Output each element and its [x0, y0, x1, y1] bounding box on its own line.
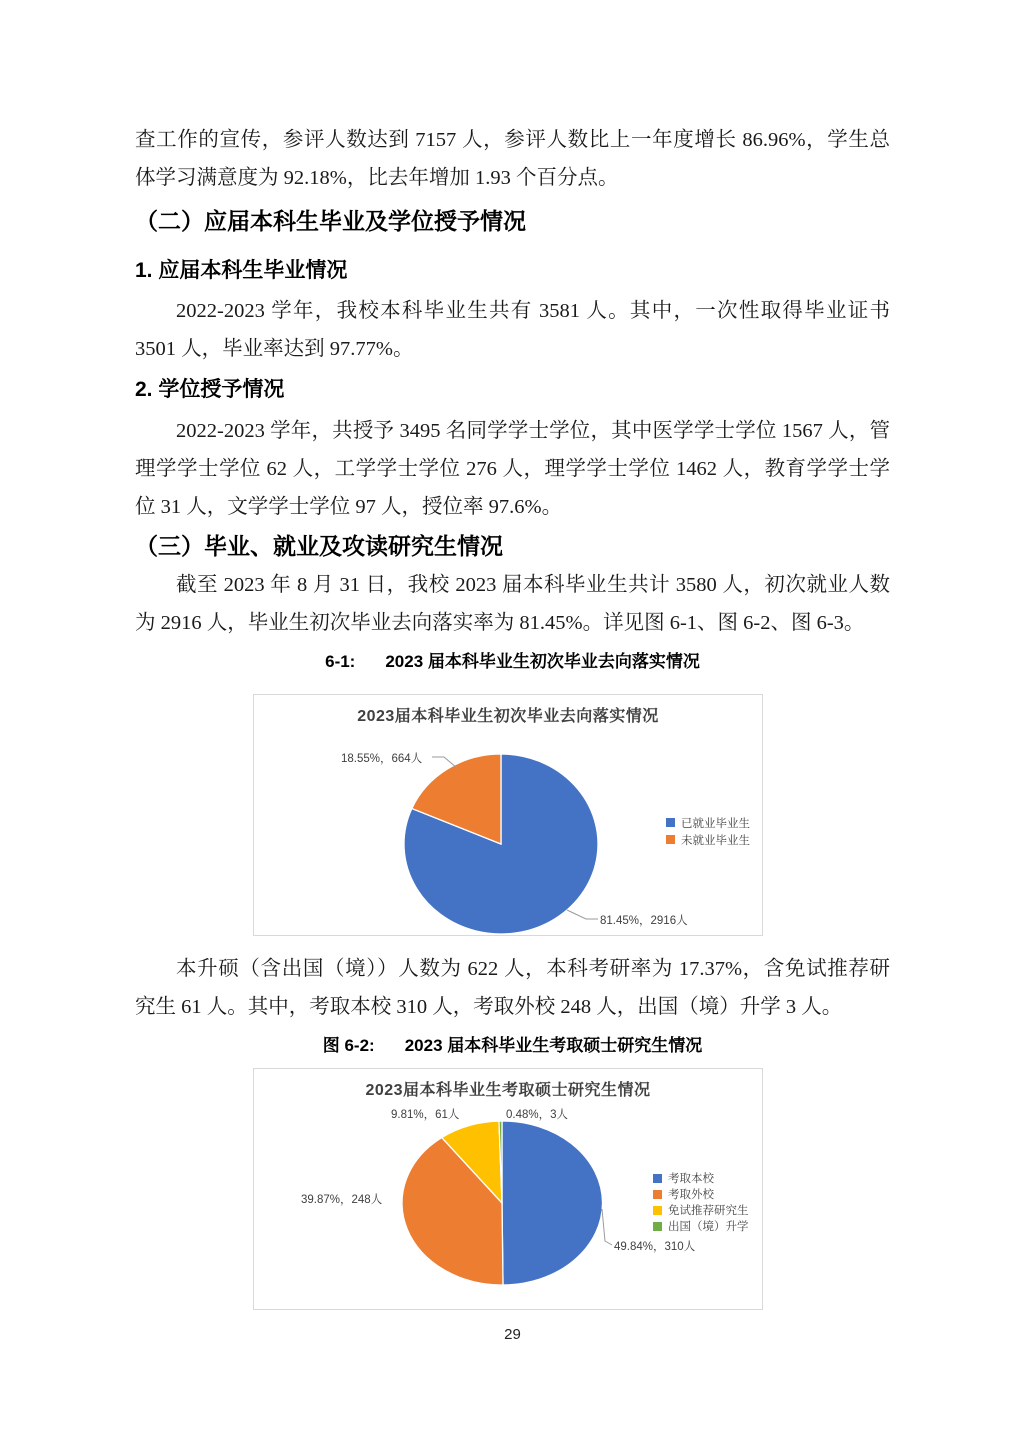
- subsection-heading-graduation: 1. 应届本科生毕业情况: [135, 259, 348, 282]
- data-label-unemployed: 18.55%，664人: [341, 753, 423, 765]
- pie-chart-postgraduate: [253, 1068, 763, 1310]
- legend-swatch: [666, 835, 675, 844]
- legend-label: 考取外校: [668, 1189, 714, 1201]
- paragraph-graduation: 2022-2023 学年，我校本科毕业生共有 3581 人。其中，一次性取得毕业证书 3501 人，毕业率达到 97.77%。: [135, 300, 890, 360]
- data-label-other-school: 39.87%，248人: [301, 1194, 383, 1206]
- pie-slices: [404, 754, 598, 934]
- section-heading-3: （三）毕业、就业及攻读研究生情况: [135, 533, 503, 559]
- figure-caption-text: 2023 届本科毕业生初次毕业去向落实情况: [385, 652, 700, 671]
- legend-swatch: [653, 1190, 662, 1199]
- legend-swatch: [653, 1206, 662, 1215]
- figure-caption-text: 2023 届本科毕业生考取硕士研究生情况: [404, 1036, 703, 1055]
- legend-item: [653, 1170, 749, 1186]
- legend-item: [653, 1186, 749, 1202]
- data-label-employed: 81.45%，2916人: [600, 915, 688, 927]
- chart-title: 2023届本科毕业生考取硕士研究生情况: [365, 1082, 651, 1099]
- figure-caption-number: 6-1:: [325, 652, 356, 671]
- paragraph-degree: 2022-2023 学年，共授予 3495 名同学学士学位，其中医学学士学位 1567 人，管理学学士学位 62 人，工学学士学位 276 人，理学学士学位 1462 人，教育学学士学位 31 人，文学学士学位 97 人，授位率 97.6%。: [135, 420, 890, 518]
- data-label-exempt: 9.81%，61人: [391, 1109, 460, 1121]
- chart-legend: [653, 1170, 749, 1234]
- chart-legend: [666, 814, 750, 848]
- figure-caption-6-1: [135, 650, 890, 674]
- section-heading-2: （二）应届本科生毕业及学位授予情况: [135, 208, 526, 234]
- legend-label: 免试推荐研究生: [668, 1205, 749, 1217]
- figure-caption-number: 图 6-2:: [322, 1036, 375, 1055]
- data-label-own-school: 49.84%，310人: [614, 1241, 696, 1253]
- paragraph-postgraduate: 本升硕（含出国（境））人数为 622 人，本科考研率为 17.37%，含免试推荐研究生 61 人。其中，考取本校 310 人，考取外校 248 人，出国（境）升学 3 人。: [135, 958, 890, 1018]
- legend-swatch: [666, 818, 675, 827]
- legend-label: 出国（境）升学: [668, 1221, 749, 1233]
- legend-swatch: [653, 1222, 662, 1231]
- data-label-abroad: 0.48%，3人: [506, 1109, 569, 1121]
- paragraph-survey: 查工作的宣传，参评人数达到 7157 人，参评人数比上一年度增长 86.96%，学生总体学习满意度为 92.18%，比去年增加 1.93 个百分点。: [135, 129, 890, 189]
- pie-slice: [502, 1121, 603, 1285]
- legend-label: 考取本校: [668, 1173, 714, 1185]
- chart-title: 2023届本科毕业生初次毕业去向落实情况: [357, 708, 659, 725]
- legend-swatch: [653, 1174, 662, 1183]
- pie-slices: [402, 1121, 603, 1285]
- subsection-heading-degree: 2. 学位授予情况: [135, 378, 285, 401]
- leader-line: [602, 1209, 612, 1245]
- paragraph-employment: 截至 2023 年 8 月 31 日，我校 2023 届本科毕业生共计 3580 人，初次就业人数为 2916 人，毕业生初次毕业去向落实率为 81.45%。详见图 6-1、图 6-2、图 6-3。: [135, 574, 890, 634]
- leader-line: [567, 910, 598, 919]
- legend-item: [666, 814, 750, 831]
- legend-item: [666, 831, 750, 848]
- legend-label: 已就业毕业生: [681, 817, 750, 830]
- page-number: 29: [504, 1326, 521, 1343]
- legend-label: 未就业毕业生: [681, 834, 750, 847]
- pie-chart-employment: [253, 694, 763, 936]
- legend-item: [653, 1218, 749, 1234]
- figure-caption-6-2: [135, 1034, 890, 1058]
- legend-item: [653, 1202, 749, 1218]
